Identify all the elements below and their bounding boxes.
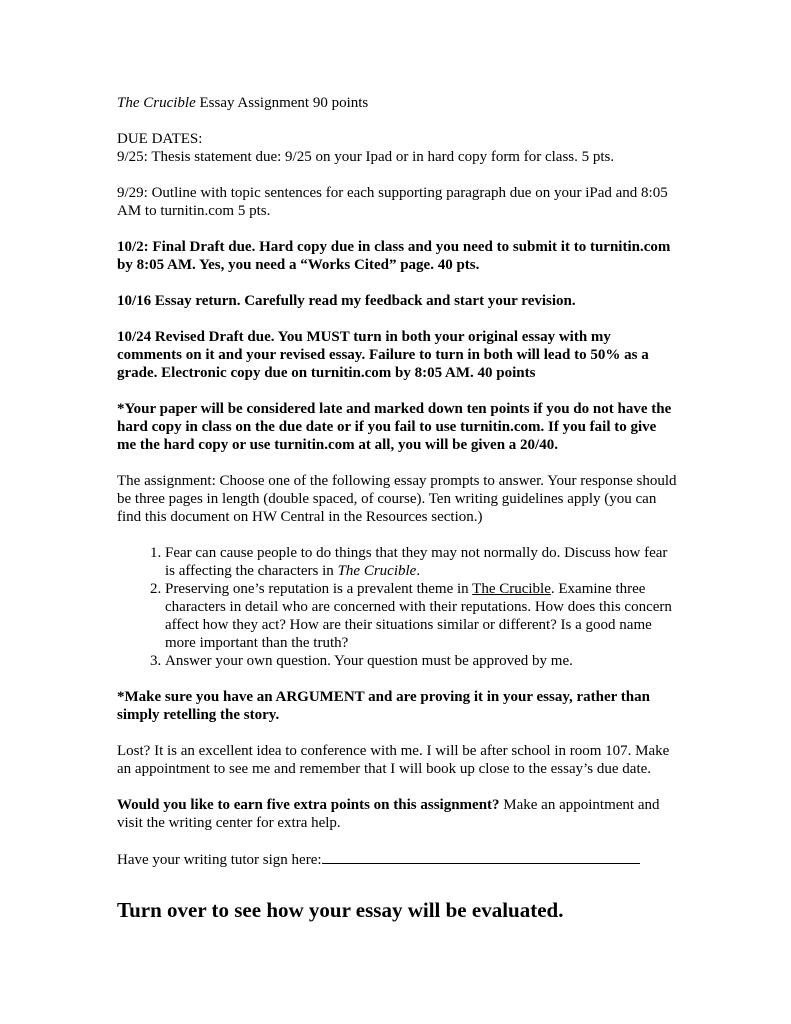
- lost-note: Lost? It is an excellent idea to conference with me. I will be after school in room 107. Make an appointment to see me and remember that I will book up close to the essay’s due date.: [117, 743, 670, 777]
- assignment-title: [117, 94, 677, 112]
- signature-label: Have your writing tutor sign here:: [117, 852, 322, 868]
- late-policy-note: *Your paper will be considered late and marked down ten points if you do not have the hard copy in class on the due date or if you fail to use turnitin.com. If you fail to give me the hard copy or use turnitin.com at all, you will be given a 20/40.: [117, 401, 672, 453]
- extra-credit-note: [117, 796, 677, 832]
- due-date-4: 10/16 Essay return. Carefully read my feedback and start your revision.: [117, 293, 576, 309]
- prompt-3-text: Answer your own question. Your question must be approved by me.: [165, 653, 573, 669]
- due-date-5: 10/24 Revised Draft due. You MUST turn in both your original essay with my comments on it and your revised essay. Failure to turn in both will lead to 50% as a grade. Electronic copy due on turnitin.com by 8:05 AM. 40 points: [117, 329, 649, 381]
- due-date-1: 9/25: Thesis statement due: 9/25 on your Ipad or in hard copy form for class. 5 pts.: [117, 149, 615, 165]
- prompt-1-italic: The Crucible: [337, 563, 417, 579]
- prompt-item-2: [165, 580, 677, 652]
- title-rest: Essay Assignment 90 points: [195, 95, 369, 111]
- prompt-1-text: Fear can cause people to do things that they may not normally do. Discuss how fear is affecting the characters in: [165, 545, 668, 579]
- argument-note: *Make sure you have an ARGUMENT and are proving it in your essay, rather than simply retelling the story.: [117, 689, 650, 723]
- prompt-item-1: [165, 544, 677, 580]
- due-date-2: 9/29: Outline with topic sentences for each supporting paragraph due on your iPad and 8:05 AM to turnitin.com 5 pts.: [117, 185, 668, 219]
- footer-instruction: Turn over to see how your essay will be evaluated.: [117, 898, 564, 922]
- title-italic: The Crucible: [117, 95, 196, 111]
- signature-line[interactable]: [322, 850, 640, 864]
- due-dates-heading: DUE DATES:: [117, 131, 203, 147]
- prompt-2-end: . Examine three characters in detail who are concerned with their reputations. How does this concern affect how they act? How are their situations similar or different? Is a good name more important than the truth?: [165, 581, 672, 651]
- prompt-2-underline: The Crucible: [472, 581, 551, 597]
- document-body: [117, 94, 677, 869]
- prompt-2-text: Preserving one’s reputation is a prevalent theme in: [165, 581, 473, 597]
- extra-credit-rest: Make an appointment and visit the writing center for extra help.: [117, 797, 660, 831]
- assignment-intro: The assignment: Choose one of the following essay prompts to answer. Your response should be three pages in length (double spaced, of course). Ten writing guidelines apply (you can find this document on HW Central in the Resources section.): [117, 473, 677, 525]
- extra-credit-bold: Would you like to earn five extra points on this assignment?: [117, 797, 500, 813]
- prompt-1-end: .: [416, 563, 421, 579]
- essay-prompts-list: [117, 544, 677, 670]
- signature-row: [117, 850, 677, 869]
- prompt-item-3: [165, 652, 677, 670]
- due-date-3: 10/2: Final Draft due. Hard copy due in class and you need to submit it to turnitin.com by 8:05 AM. Yes, you need a “Works Cited” page. 40 pts.: [117, 239, 671, 273]
